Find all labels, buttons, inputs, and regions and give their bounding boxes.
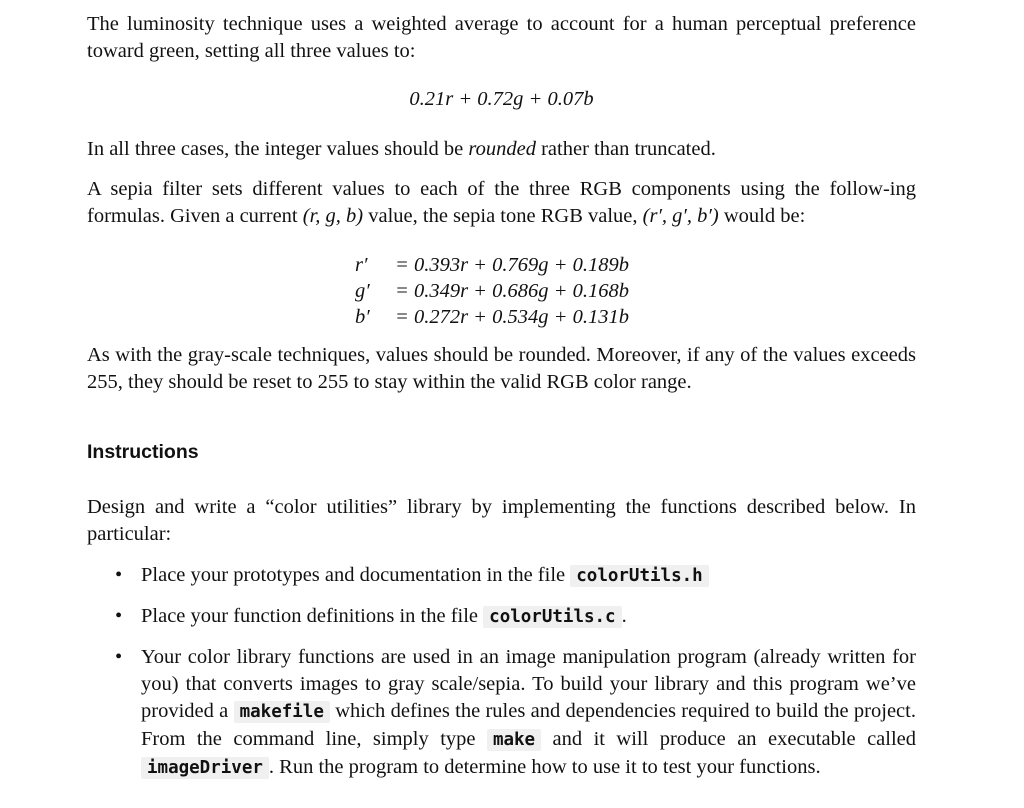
list-item	[87, 562, 916, 590]
sepia-eq-rhs: = 0.349r + 0.686g + 0.168b	[395, 280, 629, 302]
code-imagedriver: imageDriver	[141, 757, 269, 779]
instructions-list	[87, 562, 916, 795]
bullet-text: and it will produce an executable called	[541, 728, 917, 750]
code-colorutils-h: colorUtils.h	[570, 565, 708, 587]
sepia-eq-lhs: g′	[355, 280, 370, 302]
sepia-eq-rhs: = 0.272r + 0.534g + 0.131b	[395, 306, 629, 328]
bullet-text: Your color library functions are used in an image manipulation program (already written for you) that converts images to gray scale/sepia. To build your library and this program we’ve provided a	[141, 646, 916, 722]
sepia-eq-lhs: b′	[355, 306, 370, 328]
luminosity-paragraph: The luminosity technique uses a weighted average to account for a human perceptual preference toward green, setting all three values to:	[87, 13, 916, 62]
sepia-equation-row	[355, 304, 629, 330]
sepia-intro-text-c: would be:	[718, 205, 806, 227]
luminosity-formula: 0.21r + 0.72g + 0.07b	[409, 88, 594, 110]
instructions-heading: Instructions	[87, 441, 199, 463]
code-colorutils-c: colorUtils.c	[483, 606, 621, 628]
code-make: make	[487, 729, 541, 751]
bullet-text: Place your function definitions in the file	[141, 605, 484, 627]
sepia-intro-text-b: value, the sepia tone RGB value,	[363, 205, 643, 227]
clamp-paragraph: As with the gray-scale techniques, values should be rounded. Moreover, if any of the values exceeds 255, they should be reset to 255 to stay within the valid RGB color range.	[87, 344, 916, 393]
rgb-tuple-math: (r, g, b)	[302, 205, 364, 227]
sepia-equation-row	[355, 252, 629, 278]
list-item	[87, 603, 916, 631]
bullet-text: which defines the rules and dependencies required to build the project. From the command line, simply type	[141, 700, 916, 750]
rgb-prime-tuple-math: (r′, g′, b′)	[642, 205, 719, 227]
sepia-intro-text-a: A sepia filter sets different values to each of the three RGB components using the follow-ing formulas. Given a current	[87, 178, 916, 227]
bullet-text: Place your prototypes and documentation in the file	[141, 564, 571, 586]
code-makefile: makefile	[234, 701, 330, 723]
sepia-equation-row	[355, 278, 629, 304]
sepia-eq-lhs: r′	[355, 254, 368, 276]
sepia-eq-rhs: = 0.393r + 0.769g + 0.189b	[395, 254, 629, 276]
list-item	[87, 644, 916, 782]
sepia-intro-paragraph	[87, 176, 916, 230]
rounding-text-a: In all three cases, the integer values should be	[87, 138, 469, 160]
sepia-equations	[355, 252, 629, 330]
bullet-icon: •	[115, 646, 123, 668]
bullet-icon: •	[115, 605, 123, 627]
bullet-icon: •	[115, 564, 123, 586]
rounding-emphasis: rounded	[468, 138, 536, 160]
bullet-text-end: .	[621, 605, 627, 627]
rounding-paragraph	[87, 136, 916, 163]
bullet-text: . Run the program to determine how to use it to test your functions.	[268, 756, 821, 778]
rounding-text-b: rather than truncated.	[535, 138, 716, 160]
design-paragraph: Design and write a “color utilities” library by implementing the functions described below. In particular:	[87, 496, 916, 545]
